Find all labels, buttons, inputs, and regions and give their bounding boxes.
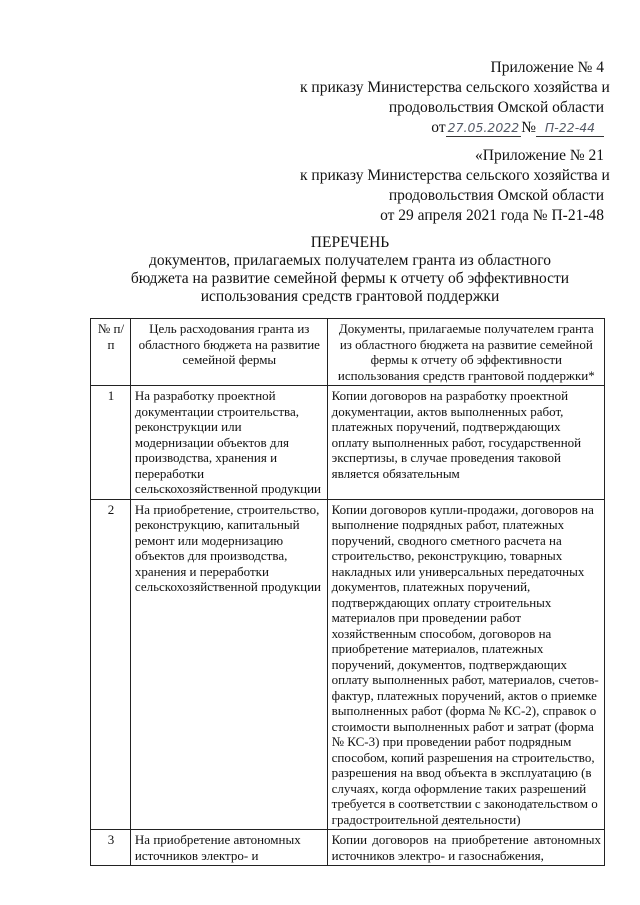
appendix-original-header <box>300 146 610 226</box>
documents-table <box>90 318 605 866</box>
header-docs: Документы, прилагаемые получателем гранта из областного бюджета на развитие семейной фермы к отчету об эффективности использования средств грантовой поддержки* <box>327 319 604 386</box>
table-row <box>91 830 605 866</box>
table-row <box>91 386 605 500</box>
table-header-row <box>91 319 605 386</box>
document-heading <box>90 234 610 306</box>
handwritten-order-number: П-22-44 <box>536 120 604 137</box>
number-sign: № <box>521 119 536 136</box>
heading-line3: использования средств грантовой поддержки <box>200 288 500 305</box>
appendix-order-line1: к приказу Министерства сельского хозяйства и <box>300 79 610 96</box>
table-row <box>91 499 605 830</box>
row-purpose: На приобретение автономных источников электро- и <box>130 830 327 866</box>
row-num: 2 <box>91 499 131 830</box>
from-prefix: от <box>431 119 446 136</box>
header-num: № п/п <box>91 319 131 386</box>
row-purpose: На разработку проектной документации строительства, реконструкции или модернизации объектов для производства, хранения и переработки сельскохозяйственной продукции <box>130 386 327 500</box>
heading-line1: документов, прилагаемых получателем гранта из областного <box>149 252 551 269</box>
original-order-line2: продовольствия Омской области <box>388 187 604 204</box>
row-docs: Копии договоров на приобретение автономных источников электро- и газоснабжения, <box>327 830 604 866</box>
original-appendix-title: «Приложение № 21 <box>475 147 604 164</box>
appendix-order-ref <box>300 118 604 138</box>
row-docs: Копии договоров на разработку проектной документации, актов выполненных работ, платежных поручений, подтверждающих оплату выполненных работ, государственной экспертизы, в случае проведения таковой является обязательным <box>327 386 604 500</box>
appendix-current-header <box>300 58 610 138</box>
heading-title: ПЕРЕЧЕНЬ <box>310 234 390 251</box>
handwritten-date: 27.05.2022 <box>447 120 520 135</box>
header-purpose: Цель расходования гранта из областного бюджета на развитие семейной фермы <box>130 319 327 386</box>
heading-line2: бюджета на развитие семейной фермы к отчету об эффективности <box>130 270 570 287</box>
original-order-line1: к приказу Министерства сельского хозяйства и <box>300 167 610 184</box>
row-purpose: На приобретение, строительство, реконструкцию, капитальный ремонт или модернизацию объектов для производства, хранения и переработки сельскохозяйственной продукции <box>130 499 327 830</box>
original-order-line3: от 29 апреля 2021 года № П-21-48 <box>380 207 604 224</box>
appendix-order-line2: продовольствия Омской области <box>388 99 604 116</box>
row-num: 3 <box>91 830 131 866</box>
row-docs: Копии договоров купли-продажи, договоров на выполнение подрядных работ, платежных поручений, сводного сметного расчета на строительство, реконструкцию, товарных накладных или универсальных передаточных документов, платежных поручений, подтверждающих оплату строительных материалов при проведении работ хозяйственным способом, договоров на приобретение материалов, платежных поручений, документов, подтверждающих оплату выполненных работ, материалов, счетов-фактур, платежных поручений, актов о приемке выполненных работ (форма № КС-2), справок о стоимости выполненных работ и затрат (форма № КС-3) при проведении работ подрядным способом, копий разрешения на строительство, разрешения на ввод объекта в эксплуатацию (в случаях, когда оформление таких разрешений требуется в соответствии с законодательством о градостроительной деятельности) <box>327 499 604 830</box>
appendix-title: Приложение № 4 <box>490 59 604 76</box>
row-num: 1 <box>91 386 131 500</box>
